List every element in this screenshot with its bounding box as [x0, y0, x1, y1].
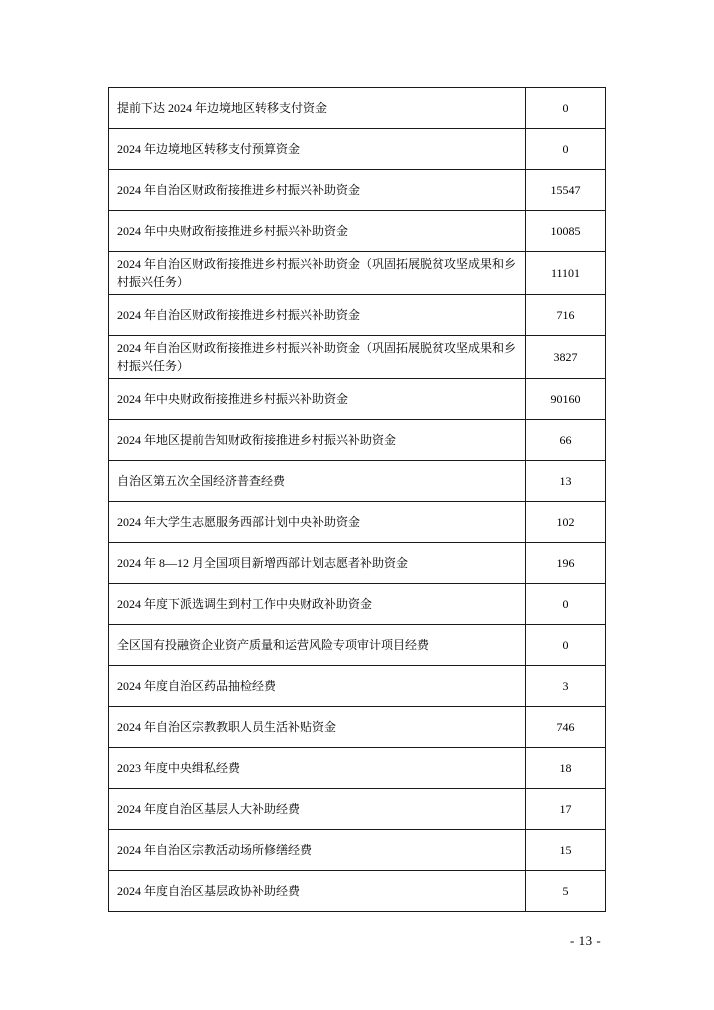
budget-item-name: 2024 年中央财政衔接推进乡村振兴补助资金 — [109, 211, 526, 252]
budget-item-name: 2024 年大学生志愿服务西部计划中央补助资金 — [109, 502, 526, 543]
table-row — [109, 625, 606, 666]
budget-item-value: 15547 — [526, 170, 606, 211]
table-row — [109, 666, 606, 707]
budget-item-name: 2024 年度下派选调生到村工作中央财政补助资金 — [109, 584, 526, 625]
budget-item-name: 2023 年度中央缉私经费 — [109, 748, 526, 789]
budget-item-name: 2024 年自治区宗教教职人员生活补贴资金 — [109, 707, 526, 748]
table-row — [109, 379, 606, 420]
budget-item-value: 102 — [526, 502, 606, 543]
budget-item-value: 17 — [526, 789, 606, 830]
table-row — [109, 129, 606, 170]
budget-item-name: 全区国有投融资企业资产质量和运营风险专项审计项目经费 — [109, 625, 526, 666]
table-row — [109, 336, 606, 379]
budget-item-value: 0 — [526, 584, 606, 625]
budget-item-value: 18 — [526, 748, 606, 789]
table-row — [109, 871, 606, 912]
budget-item-value: 5 — [526, 871, 606, 912]
table-row — [109, 748, 606, 789]
budget-item-name: 提前下达 2024 年边境地区转移支付资金 — [109, 88, 526, 129]
budget-item-value: 196 — [526, 543, 606, 584]
budget-item-value: 746 — [526, 707, 606, 748]
budget-item-value: 3827 — [526, 336, 606, 379]
budget-item-name: 2024 年度自治区药品抽检经费 — [109, 666, 526, 707]
budget-item-value: 0 — [526, 88, 606, 129]
table-row — [109, 584, 606, 625]
budget-item-name: 2024 年自治区财政衔接推进乡村振兴补助资金 — [109, 170, 526, 211]
table-row — [109, 88, 606, 129]
budget-item-name: 2024 年自治区财政衔接推进乡村振兴补助资金（巩固拓展脱贫攻坚成果和乡村振兴任务） — [109, 252, 526, 295]
table-row — [109, 295, 606, 336]
table-row — [109, 461, 606, 502]
budget-item-name: 2024 年自治区财政衔接推进乡村振兴补助资金（巩固拓展脱贫攻坚成果和乡村振兴任务） — [109, 336, 526, 379]
budget-item-name: 2024 年地区提前告知财政衔接推进乡村振兴补助资金 — [109, 420, 526, 461]
budget-item-value: 90160 — [526, 379, 606, 420]
budget-item-value: 0 — [526, 129, 606, 170]
budget-item-value: 0 — [526, 625, 606, 666]
budget-item-name: 2024 年自治区宗教活动场所修缮经费 — [109, 830, 526, 871]
budget-item-value: 10085 — [526, 211, 606, 252]
page-number: - 13 - — [570, 933, 602, 948]
table-row — [109, 789, 606, 830]
budget-item-name: 2024 年度自治区基层政协补助经费 — [109, 871, 526, 912]
budget-item-name: 2024 年度自治区基层人大补助经费 — [109, 789, 526, 830]
budget-item-value: 3 — [526, 666, 606, 707]
budget-item-name: 自治区第五次全国经济普查经费 — [109, 461, 526, 502]
table-row — [109, 707, 606, 748]
table-row — [109, 170, 606, 211]
table-row — [109, 252, 606, 295]
budget-item-value: 13 — [526, 461, 606, 502]
table-row — [109, 420, 606, 461]
budget-allocation-table — [108, 87, 606, 912]
budget-item-value: 15 — [526, 830, 606, 871]
budget-item-name: 2024 年 8—12 月全国项目新增西部计划志愿者补助资金 — [109, 543, 526, 584]
budget-item-value: 11101 — [526, 252, 606, 295]
budget-table-body — [109, 88, 606, 912]
table-row — [109, 502, 606, 543]
budget-item-value: 716 — [526, 295, 606, 336]
table-row — [109, 211, 606, 252]
budget-item-name: 2024 年边境地区转移支付预算资金 — [109, 129, 526, 170]
table-row — [109, 543, 606, 584]
table-row — [109, 830, 606, 871]
budget-item-name: 2024 年中央财政衔接推进乡村振兴补助资金 — [109, 379, 526, 420]
budget-item-name: 2024 年自治区财政衔接推进乡村振兴补助资金 — [109, 295, 526, 336]
budget-item-value: 66 — [526, 420, 606, 461]
